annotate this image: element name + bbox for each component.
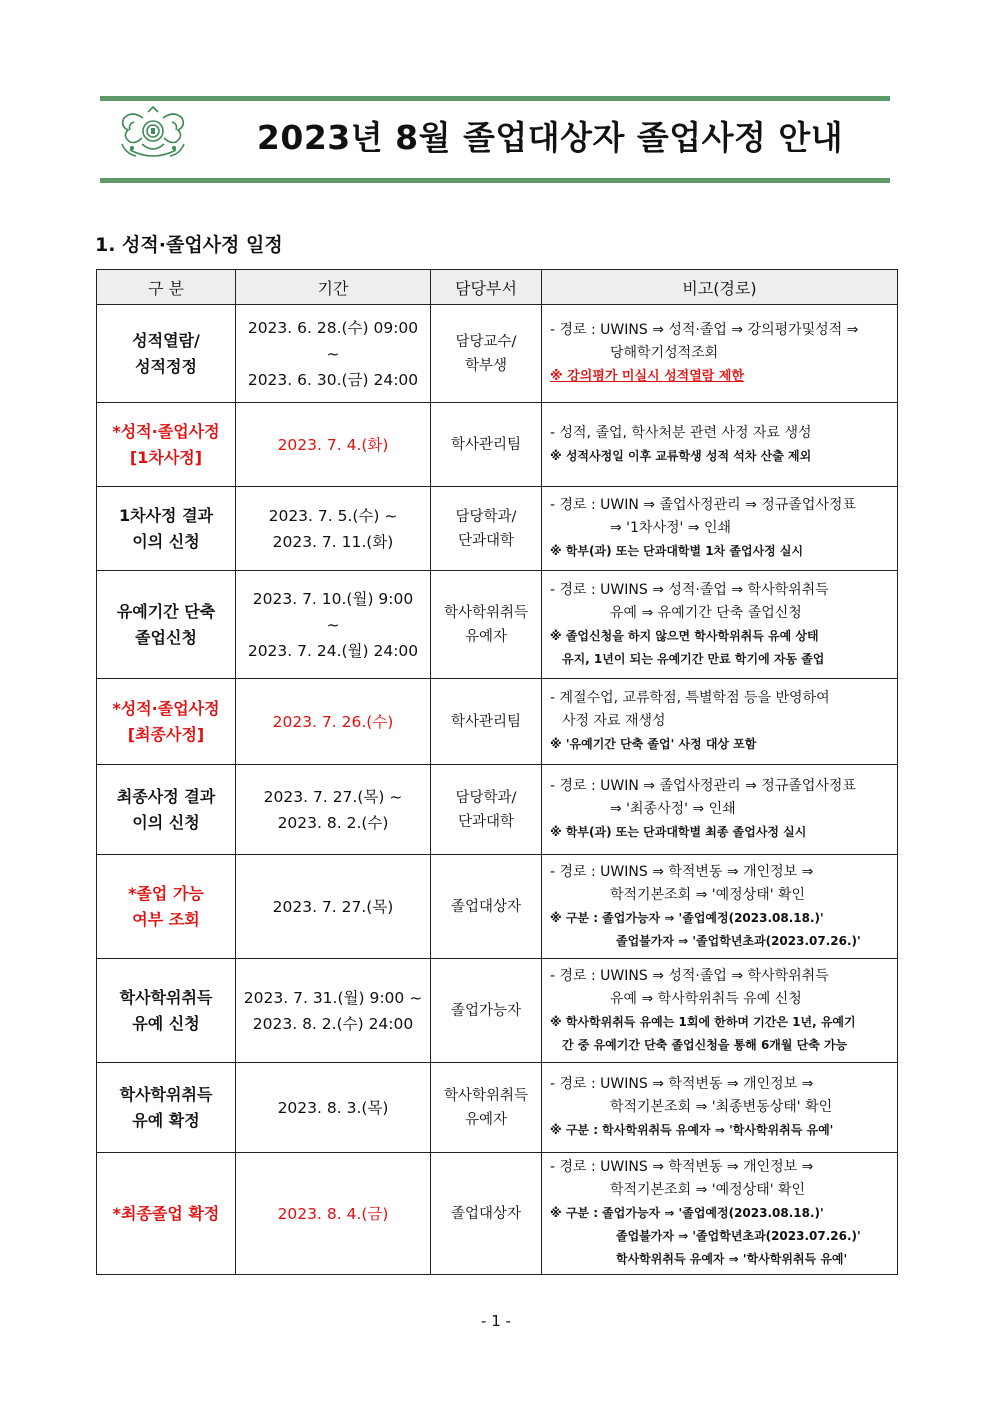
category-cell — [97, 855, 236, 959]
period-cell-line: 2023. 7. 11.(화) — [272, 532, 394, 551]
dept-cell-line: 유예자 — [464, 628, 508, 645]
dept-cell-line: 졸업가능자 — [450, 1002, 522, 1019]
note-line: 학사학위취득 유예자 ⇒ '학사학위취득 유예' — [616, 1252, 848, 1266]
note-line: 학적기본조회 ⇒ '최종변동상태' 확인 — [610, 1099, 833, 1115]
dept-cell — [431, 305, 542, 403]
dept-cell — [431, 765, 542, 855]
table-row — [97, 1063, 898, 1153]
period-cell — [236, 305, 431, 403]
category-cell-line: 성적열람/ — [132, 330, 200, 350]
dept-cell — [431, 571, 542, 679]
period-cell — [236, 571, 431, 679]
period-cell-line: 2023. 8. 3.(목) — [277, 1098, 389, 1117]
note-line: ⇒ '최종사정' ⇒ 인쇄 — [610, 801, 736, 817]
dept-cell-line: 단과대학 — [457, 813, 515, 830]
table-row — [97, 305, 898, 403]
period-cell-line: 2023. 7. 5.(수) ~ — [268, 506, 398, 525]
header-dept: 담당부서 — [431, 270, 542, 305]
category-cell-line: 여부 조회 — [132, 909, 200, 929]
period-cell — [236, 487, 431, 571]
category-cell-line: 최종사정 결과 — [116, 786, 216, 806]
category-cell-line: [1차사정] — [129, 447, 203, 467]
category-cell-line: 학사학위취득 — [119, 1084, 213, 1104]
note-line: - 계절수업, 교류학점, 특별학점 등을 반영하여 — [550, 690, 830, 706]
category-cell-line: 졸업신청 — [135, 627, 197, 647]
dept-cell-line: 졸업대상자 — [450, 898, 522, 915]
period-cell-line: ~ — [326, 615, 340, 634]
period-cell — [236, 1063, 431, 1153]
note-line: ※ 졸업신청을 하지 않으면 학사학위취득 유예 상태 — [550, 628, 819, 643]
note-line: ※ 성적사정일 이후 교류학생 성적 석차 산출 제외 — [550, 448, 812, 463]
period-cell-line: 2023. 6. 28.(수) 09:00 — [247, 318, 419, 337]
page-number: - 1 - — [481, 1312, 511, 1330]
note-line: ※ 구분 : 학사학위취득 유예자 ⇒ '학사학위취득 유예' — [550, 1123, 834, 1137]
schedule-table — [96, 269, 898, 1275]
period-cell-line: 2023. 7. 24.(월) 24:00 — [247, 641, 419, 660]
note-line: - 경로 : UWINS ⇒ 학적변동 ⇒ 개인정보 ⇒ — [550, 1159, 814, 1175]
note-line: ※ 학부(과) 또는 단과대학별 최종 졸업사정 실시 — [550, 825, 807, 839]
dept-cell-line: 유예자 — [464, 1111, 508, 1128]
header-top-rule — [100, 96, 890, 101]
note-line: 졸업불가자 ⇒ '졸업학년초과(2023.07.26.)' — [616, 1229, 861, 1243]
note-line: 학적기본조회 ⇒ '예정상태' 확인 — [610, 886, 806, 903]
dept-cell-line: 졸업대상자 — [450, 1205, 522, 1222]
category-cell — [97, 765, 236, 855]
note-line: 학적기본조회 ⇒ '예정상태' 확인 — [610, 1182, 806, 1198]
period-cell — [236, 765, 431, 855]
header-note: 비고(경로) — [542, 270, 898, 305]
note-line: ※ 학부(과) 또는 단과대학별 1차 졸업사정 실시 — [550, 544, 804, 558]
category-cell — [97, 403, 236, 487]
period-cell-line: 2023. 7. 27.(목) ~ — [263, 787, 403, 806]
category-cell — [97, 305, 236, 403]
table-row — [97, 679, 898, 765]
note-line: - 경로 : UWINS ⇒ 학적변동 ⇒ 개인정보 ⇒ — [550, 863, 814, 880]
category-cell — [97, 679, 236, 765]
period-cell-line: 2023. 7. 27.(목) — [272, 897, 394, 916]
period-cell-line: 2023. 6. 30.(금) 24:00 — [247, 370, 419, 389]
header-period: 기간 — [236, 270, 431, 305]
period-cell — [236, 679, 431, 765]
category-cell-line: 유예 확정 — [132, 1110, 200, 1130]
table-header-row — [97, 270, 898, 305]
note-cell — [542, 679, 898, 765]
category-cell — [97, 487, 236, 571]
note-cell — [542, 571, 898, 679]
category-cell-line: 학사학위취득 — [119, 987, 213, 1007]
note-line: 간 중 유예기간 단축 졸업신청을 통해 6개월 단축 가능 — [562, 1037, 848, 1052]
note-cell — [542, 1153, 898, 1275]
category-cell-line: 유예기간 단축 — [116, 601, 216, 621]
category-cell-line: 1차사정 결과 — [119, 505, 213, 525]
table-row — [97, 571, 898, 679]
period-cell — [236, 959, 431, 1063]
category-cell-line: 이의 신청 — [132, 531, 200, 551]
note-line: ※ 구분 : 졸업가능자 ⇒ '졸업예정(2023.08.18.)' — [550, 1206, 824, 1220]
period-cell-line: ~ — [326, 344, 340, 363]
dept-cell-line: 학부생 — [464, 357, 508, 374]
category-cell-line: 이의 신청 — [132, 812, 200, 832]
dept-cell — [431, 487, 542, 571]
dept-cell-line: 담당학과/ — [455, 789, 517, 806]
note-cell — [542, 855, 898, 959]
dept-cell-line: 학사학위취득 — [443, 604, 529, 621]
period-cell-line: 2023. 7. 10.(월) 9:00 — [252, 589, 414, 608]
period-cell-line: 2023. 7. 4.(화) — [277, 435, 389, 454]
dept-cell — [431, 1063, 542, 1153]
table-row — [97, 403, 898, 487]
category-cell-line: 유예 신청 — [132, 1013, 200, 1033]
note-line: - 성적, 졸업, 학사처분 관련 사정 자료 생성 — [550, 424, 812, 441]
note-cell — [542, 403, 898, 487]
note-line: - 경로 : UWINS ⇒ 성적·졸업 ⇒ 학사학위취득 — [550, 967, 829, 984]
period-cell-line: 2023. 8. 2.(수) 24:00 — [252, 1014, 414, 1033]
dept-cell — [431, 403, 542, 487]
section-heading: 1. 성적·졸업사정 일정 — [95, 234, 283, 256]
category-cell — [97, 1153, 236, 1275]
note-line: 당해학기성적조회 — [610, 345, 719, 361]
header-bottom-rule — [100, 178, 890, 183]
note-line: 유지, 1년이 되는 유예기간 만료 학기에 자동 졸업 — [562, 651, 825, 666]
period-cell — [236, 403, 431, 487]
table-row — [97, 1153, 898, 1275]
dept-cell-line: 학사관리팀 — [450, 713, 522, 730]
period-cell-line: 2023. 8. 2.(수) — [277, 813, 389, 832]
category-cell — [97, 1063, 236, 1153]
dept-cell — [431, 1153, 542, 1275]
dept-cell-line: 담당교수/ — [455, 333, 517, 350]
category-cell — [97, 571, 236, 679]
note-line: 유예 ⇒ 학사학위취득 유예 신청 — [610, 990, 802, 1007]
table-row — [97, 959, 898, 1063]
category-cell-line: *졸업 가능 — [128, 883, 204, 903]
note-cell — [542, 305, 898, 403]
note-line: ※ 학사학위취득 유예는 1회에 한하며 기간은 1년, 유예기 — [550, 1014, 856, 1029]
dept-cell — [431, 855, 542, 959]
dept-cell — [431, 959, 542, 1063]
note-line: - 경로 : UWINS ⇒ 성적·졸업 ⇒ 강의평가및성적 ⇒ — [550, 322, 859, 338]
category-cell-line: *성적·졸업사정 — [112, 698, 220, 718]
period-cell-line: 2023. 7. 26.(수) — [272, 712, 394, 731]
note-line: - 경로 : UWINS ⇒ 성적·졸업 ⇒ 학사학위취득 — [550, 581, 829, 598]
note-line: 유예 ⇒ 유예기간 단축 졸업신청 — [610, 604, 802, 621]
period-cell-line: 2023. 8. 4.(금) — [277, 1204, 389, 1223]
page-title: 2023년 8월 졸업대상자 졸업사정 안내 — [256, 118, 844, 157]
period-cell — [236, 1153, 431, 1275]
note-line: - 경로 : UWIN ⇒ 졸업사정관리 ⇒ 정규졸업사정표 — [550, 497, 856, 513]
table-row — [97, 855, 898, 959]
table-row — [97, 765, 898, 855]
note-cell — [542, 487, 898, 571]
dept-cell-line: 학사관리팀 — [450, 436, 522, 453]
note-cell — [542, 1063, 898, 1153]
note-cell — [542, 959, 898, 1063]
note-line: ⇒ '1차사정' ⇒ 인쇄 — [610, 520, 732, 536]
table-row — [97, 487, 898, 571]
note-line: - 경로 : UWINS ⇒ 학적변동 ⇒ 개인정보 ⇒ — [550, 1076, 814, 1092]
category-cell-line: *최종졸업 확정 — [112, 1203, 220, 1223]
period-cell-line: 2023. 7. 31.(월) 9:00 ~ — [243, 988, 423, 1007]
category-cell-line: 성적정정 — [135, 356, 197, 376]
university-emblem-icon — [112, 104, 194, 166]
note-line: ※ '유예기간 단축 졸업' 사정 대상 포함 — [550, 737, 757, 751]
category-cell-line: *성적·졸업사정 — [112, 421, 220, 441]
note-cell — [542, 765, 898, 855]
category-cell — [97, 959, 236, 1063]
note-line: ※ 강의평가 미실시 성적열람 제한 — [550, 369, 744, 384]
period-cell — [236, 855, 431, 959]
note-line: - 경로 : UWIN ⇒ 졸업사정관리 ⇒ 정규졸업사정표 — [550, 778, 856, 794]
dept-cell-line: 학사학위취득 — [443, 1087, 529, 1104]
dept-cell-line: 담당학과/ — [455, 508, 517, 525]
category-cell-line: [최종사정] — [127, 724, 205, 744]
dept-cell-line: 단과대학 — [457, 532, 515, 549]
note-line: ※ 구분 : 졸업가능자 ⇒ '졸업예정(2023.08.18.)' — [550, 910, 824, 925]
note-line: 졸업불가자 ⇒ '졸업학년초과(2023.07.26.)' — [616, 933, 861, 948]
header-category: 구 분 — [97, 270, 236, 305]
note-line: 사정 자료 재생성 — [562, 713, 666, 729]
dept-cell — [431, 679, 542, 765]
